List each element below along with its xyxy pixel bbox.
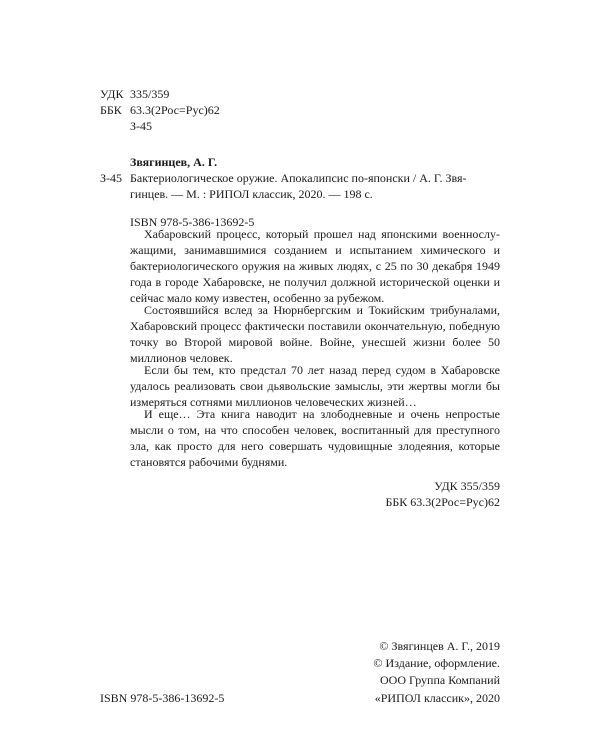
bbk-right: ББК 63.3(2Рос=Рус)62 bbox=[385, 495, 500, 509]
abstract-paragraph-2: Состоявшийся вслед за Нюрнбергским и Токийским трибуналами, Хабаровский процесс фактически поставили окончательную, победную точку во Второй мировой войне. Войне, унесшей жизни более 50 миллионов человек. bbox=[130, 303, 500, 365]
title-line-1: Бактериологическое оружие. Апокалипсис по-японски / А. Г. Звя- bbox=[130, 171, 467, 185]
author-name: Звягинцев, А. Г. bbox=[130, 155, 218, 169]
copyright-line-3: ООО Группа Компаний bbox=[380, 673, 500, 687]
bbk-label: ББК bbox=[100, 103, 122, 117]
abstract-paragraph-4: И еще… Эта книга наводит на злободневные и очень непростые мысли о том, на что способен человек, воспитанный для преступного зла, как просто для него совершать чудовищные злодеяния, которые становятся рабочими буднями. bbox=[130, 407, 500, 469]
author-mark: З-45 bbox=[100, 171, 123, 185]
title-line-2: гинцев. — М. : РИПОЛ классик, 2020. — 198 с. bbox=[130, 187, 373, 201]
copyright-line-4: «РИПОЛ классик», 2020 bbox=[374, 691, 500, 705]
bbk-value: 63.3(2Рос=Рус)62 bbox=[130, 103, 220, 117]
footer-isbn: ISBN 978-5-386-13692-5 bbox=[100, 691, 225, 705]
abstract-paragraph-1: Хабаровский процесс, который прошел над японскими военнослужащими, занимавшимися созданием и испытанием химического и бактериологического оружия на живых людях, с 25 по 30 декабря 1949 года в городе Хабаровске, не получил должной исторической оценки и сейчас мало кому известен, особенно за рубежом. bbox=[130, 227, 500, 305]
catalog-isbn: ISBN 978-5-386-13692-5 bbox=[130, 215, 255, 229]
copyright-line-1: © Звягинцев А. Г., 2019 bbox=[379, 639, 500, 653]
udk-label: УДК bbox=[100, 87, 124, 101]
udk-value: 335/359 bbox=[130, 87, 170, 101]
udk-right: УДК 355/359 bbox=[434, 479, 500, 493]
copyright-line-2: © Издание, оформление. bbox=[373, 656, 500, 670]
abstract-paragraph-3: Если бы тем, кто предстал 70 лет назад перед судом в Хабаровске удалось реализовать свои дьявольские замыслы, эти жертвы могли бы измеряться сотнями миллионов человеческих жизней… bbox=[130, 363, 500, 409]
author-mark-top: З-45 bbox=[130, 119, 153, 133]
